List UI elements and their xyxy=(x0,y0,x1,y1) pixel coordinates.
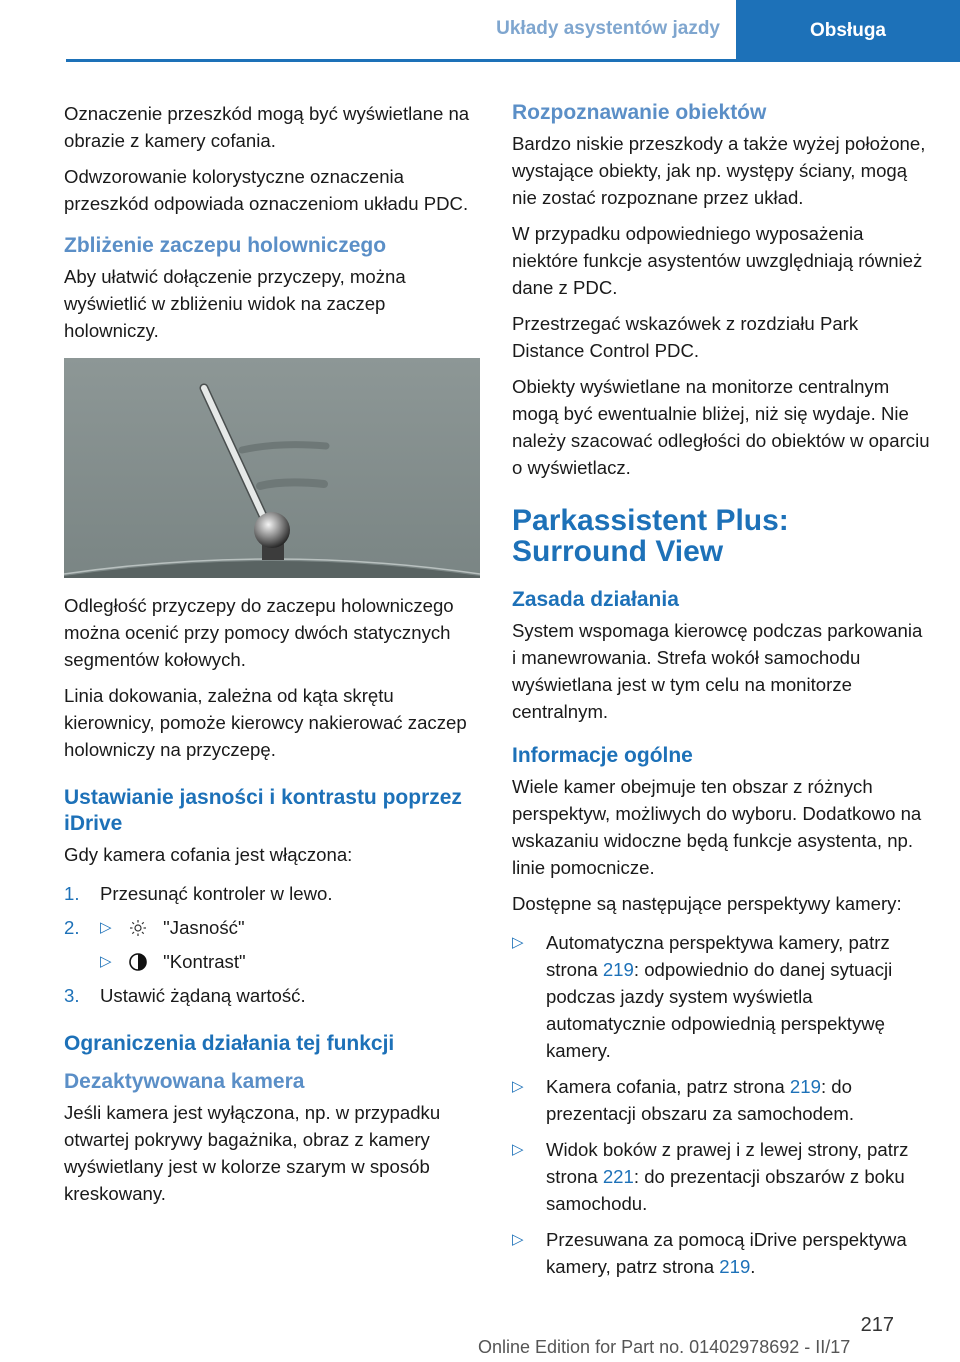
heading-limits: Ograniczenia działania tej funkcji xyxy=(64,1032,395,1055)
section-title: Układy asystentów jazdy xyxy=(496,18,720,39)
paragraph: Linia dokowania, zależna od kąta skrętu kierownicy, pomoże kierowcy nakierować zaczep holowniczy na przyczepę. xyxy=(64,685,467,760)
right-column xyxy=(512,100,930,1289)
list-item: ▷ Przesuwana za pomocą iDrive perspektywa kamery, patrz strona 219. xyxy=(512,1226,930,1280)
triangle-right-icon: ▷ xyxy=(512,1231,524,1248)
page-reference-link[interactable]: 221 xyxy=(602,1166,634,1187)
triangle-right-icon: ▷ xyxy=(100,919,112,936)
step-item: 3. Ustawić żądaną wartość. xyxy=(64,985,306,1006)
list-item: ▷ Kamera cofania, patrz strona 219: do prezentacji obszaru za samochodem. xyxy=(512,1073,930,1127)
chapter-tab: Obsługa xyxy=(736,0,960,62)
triangle-right-icon: ▷ xyxy=(512,1078,524,1095)
page-reference-link[interactable]: 219 xyxy=(602,959,634,980)
paragraph: Obiekty wyświetlane na monitorze centralnym mogą być ewentualnie bliżej, niż się wydaje. Nie należy szacować odległości do obiektów w oparciu o wyświetlacz. xyxy=(512,376,930,478)
sub-item-brightness: ▷ "Jasność" xyxy=(100,914,482,941)
page-reference-link[interactable]: 219 xyxy=(719,1256,751,1277)
paragraph: Oznaczenie przeszkód mogą być wyświetlane na obrazie z kamery cofania. xyxy=(64,103,470,151)
edition-footer: Online Edition for Part no. 01402978692 - II/17 xyxy=(478,1337,851,1357)
page-number: 217 xyxy=(860,1314,894,1336)
hitch-camera-illustration xyxy=(64,358,480,578)
triangle-right-icon: ▷ xyxy=(512,1141,524,1158)
chapter-heading: Parkassistent Plus: Surround View xyxy=(512,504,789,568)
paragraph: Wiele kamer obejmuje ten obszar z różnych perspektyw, możliwych do wyboru. Dodatkowo na wskazaniu widoczne będą funkcje asystenta, np. linie pomocnicze. xyxy=(512,776,922,878)
heading-principle: Zasada działania xyxy=(512,588,679,611)
left-column xyxy=(64,100,482,1216)
sub-list xyxy=(100,914,482,975)
paragraph: Aby ułatwić dołączenie przyczepy, można wyświetlić w zbliżeniu widok na zaczep holowniczy. xyxy=(64,266,406,341)
contrast-icon xyxy=(126,948,150,975)
paragraph: Odległość przyczepy do zaczepu holowniczego można ocenić przy pomocy dwóch statycznych segmentów kołowych. xyxy=(64,595,454,670)
list-item: ▷ Widok boków z prawej i z lewej strony, patrz strona 221: do prezentacji obszarów z boku samochodu. xyxy=(512,1136,930,1217)
paragraph: Odwzorowanie kolorystyczne oznaczenia przeszkód odpowiada oznaczeniom układu PDC. xyxy=(64,166,469,214)
paragraph: Jeśli kamera jest wyłączona, np. w przypadku otwartej pokrywy bagażnika, obraz z kamery wyświetlany jest w kolorze szarym w sposób kreskowany. xyxy=(64,1102,441,1204)
heading-general-info: Informacje ogólne xyxy=(512,744,693,767)
sub-item-contrast: ▷ "Kontrast" xyxy=(100,948,482,975)
triangle-right-icon: ▷ xyxy=(512,934,524,951)
heading-camera-disabled: Dezaktywowana kamera xyxy=(64,1070,305,1093)
triangle-right-icon: ▷ xyxy=(100,953,112,970)
page-reference-link[interactable]: 219 xyxy=(789,1076,821,1097)
heading-brightness: Ustawianie jasności i kontrastu poprzez iDrive xyxy=(64,786,462,835)
heading-object-recognition: Rozpoznawanie obiektów xyxy=(512,101,767,124)
perspective-list xyxy=(512,929,930,1280)
sun-icon xyxy=(126,914,150,941)
paragraph: Bardzo niskie przeszkody a także wyżej położone, wystające obiekty, jak np. występy ściany, mogą nie zostać rozpoznane przez układ. xyxy=(512,133,926,208)
steps-list xyxy=(64,880,482,1009)
paragraph: Przestrzegać wskazówek z rozdziału Park Distance Control PDC. xyxy=(512,313,859,361)
step-item: 2. ▷ "Jasność" ▷ "Kontrast" xyxy=(64,914,482,975)
paragraph: System wspomaga kierowcę podczas parkowania i manewrowania. Strefa wokół samochodu wyświetlana jest w tym celu na monitorze centralnym. xyxy=(512,620,923,722)
list-item: ▷ Automatyczna perspektywa kamery, patrz strona 219: odpowiednio do danej sytuacji podczas jazdy system wyświetla automatycznie odpowiednią perspektywę kamery. xyxy=(512,929,930,1064)
heading-hitch-zoom: Zbliżenie zaczepu holowniczego xyxy=(64,234,387,257)
page-header xyxy=(66,0,960,62)
paragraph: Gdy kamera cofania jest włączona: xyxy=(64,844,353,865)
paragraph: Dostępne są następujące perspektywy kamery: xyxy=(512,893,902,914)
paragraph: W przypadku odpowiedniego wyposażenia niektóre funkcje asystentów uwzględniają również dane z PDC. xyxy=(512,223,923,298)
header-rule xyxy=(66,59,960,62)
step-item: 1. Przesunąć kontroler w lewo. xyxy=(64,883,333,904)
